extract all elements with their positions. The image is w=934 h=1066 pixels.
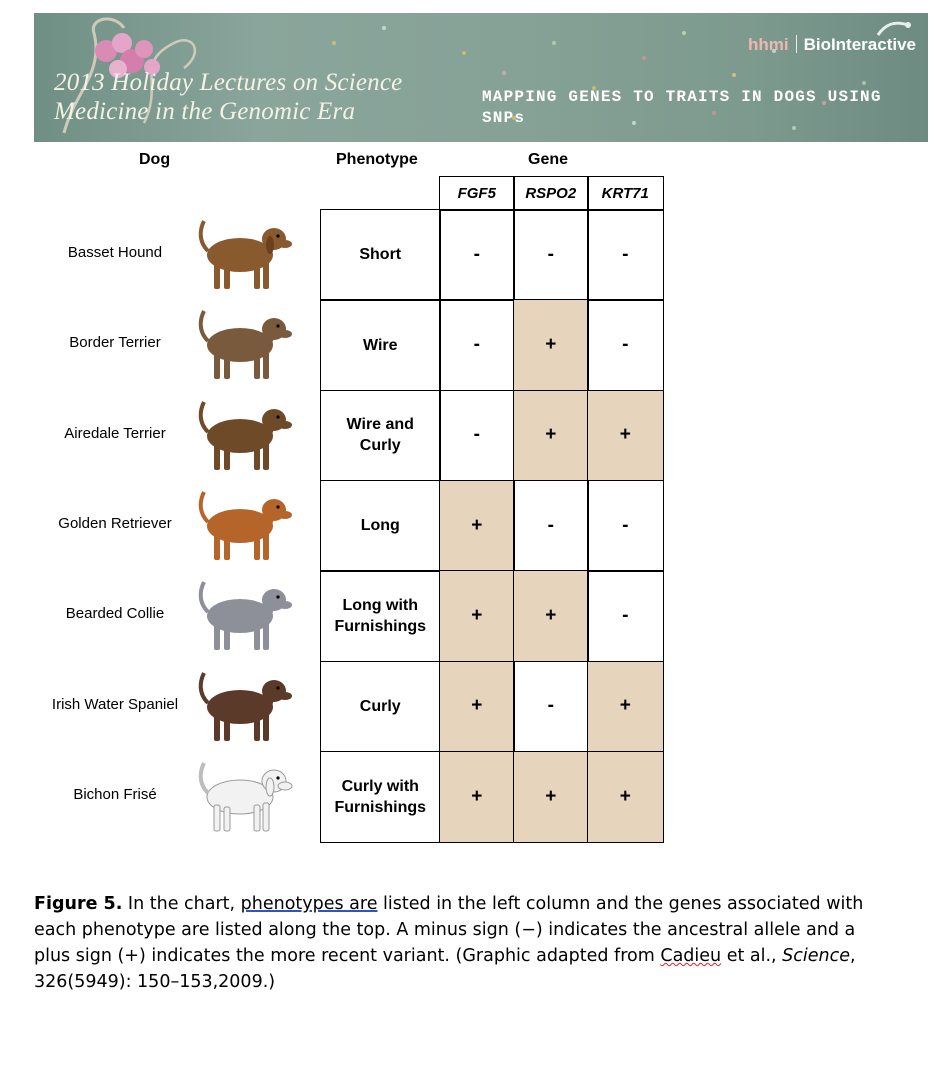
caption-journal: Science (782, 946, 850, 966)
gene-header-krt71: KRT71 (587, 176, 664, 211)
logo-hhmi: hhmi (747, 35, 789, 54)
header-phenotype: Phenotype (336, 151, 418, 168)
caption-text-3: et al., (721, 946, 783, 966)
hhmi-biointeractive-logo (748, 35, 916, 55)
allele-cell-fgf5: + (439, 570, 515, 662)
allele-cell-rspo2: + (513, 570, 589, 662)
gene-header-fgf5: FGF5 (439, 176, 515, 211)
caption-text-2: listed in the left column and the genes associated with each phenotype are listed along the top. A minus sign (−) indicates the ancestral allele and a plus sign (+) indicates the more recent variant. (Graphic adapted from (34, 894, 864, 966)
allele-cell-fgf5: - (439, 299, 515, 391)
allele-cell-krt71: + (587, 661, 664, 753)
phenotype-cell: Long (320, 480, 441, 572)
allele-cell-fgf5: - (439, 390, 515, 482)
header-banner (34, 13, 928, 142)
allele-cell-fgf5: + (439, 751, 515, 843)
allele-cell-rspo2: - (513, 661, 589, 753)
phenotype-cell: Curly with Furnishings (320, 751, 441, 843)
caption-text-4: , 326(5949): 150–153,2009.) (34, 946, 856, 992)
phenotype-cell: Wire and Curly (320, 390, 441, 482)
dog-name: Bichon Frisé (73, 785, 157, 803)
gene-header-rspo2: RSPO2 (513, 176, 589, 211)
figure-caption (34, 891, 864, 995)
allele-cell-rspo2: + (513, 751, 589, 843)
phenotype-cell: Short (320, 209, 441, 301)
allele-cell-rspo2: + (513, 390, 589, 482)
allele-cell-rspo2: + (513, 299, 589, 391)
allele-cell-krt71: - (587, 570, 664, 662)
caption-underlined-phrase: phenotypes are (240, 894, 378, 914)
allele-cell-krt71: - (587, 480, 664, 572)
lecture-title-line1: 2013 Holiday Lectures on Science (54, 69, 403, 96)
allele-cell-fgf5: - (439, 209, 515, 301)
caption-text-1: In the chart, (122, 894, 241, 914)
dog-illustration-icon (188, 753, 298, 839)
lecture-title (54, 68, 434, 126)
dog-illustration-icon (188, 301, 298, 387)
header-gene: Gene (528, 151, 569, 168)
allele-cell-krt71: - (587, 209, 664, 301)
dog-illustration-icon (188, 663, 298, 749)
logo-brand: BioInteractive (803, 35, 916, 54)
phenotype-cell: Long with Furnishings (320, 570, 441, 662)
allele-cell-krt71: + (587, 390, 664, 482)
allele-cell-rspo2: - (513, 209, 589, 301)
dog-name: Golden Retriever (58, 514, 172, 532)
header-dog: Dog (139, 151, 171, 168)
allele-cell-fgf5: + (439, 661, 515, 753)
allele-cell-fgf5: + (439, 480, 515, 572)
dog-illustration-icon (188, 211, 298, 297)
caption-label: Figure 5. (34, 894, 123, 914)
lecture-title-line2: Medicine in the Genomic Era (54, 98, 356, 125)
dog-name: Border Terrier (69, 334, 161, 352)
dog-illustration-icon (188, 392, 298, 478)
dog-name: Airedale Terrier (64, 424, 166, 442)
dog-illustration-icon (188, 482, 298, 568)
allele-cell-krt71: + (587, 751, 664, 843)
dog-name: Basset Hound (67, 244, 163, 261)
activity-subtitle: MAPPING GENES TO TRAITS IN DOGS USING SNPs (482, 88, 882, 127)
allele-cell-krt71: - (587, 299, 664, 391)
allele-cell-rspo2: - (513, 480, 589, 572)
phenotype-cell: Curly (320, 661, 441, 753)
dog-illustration-icon (188, 572, 298, 658)
caption-author: Cadieu (660, 946, 722, 966)
dog-name: Bearded Collie (65, 605, 165, 623)
phenotype-cell: Wire (320, 299, 441, 391)
dog-name: Irish Water Spaniel (51, 695, 179, 713)
